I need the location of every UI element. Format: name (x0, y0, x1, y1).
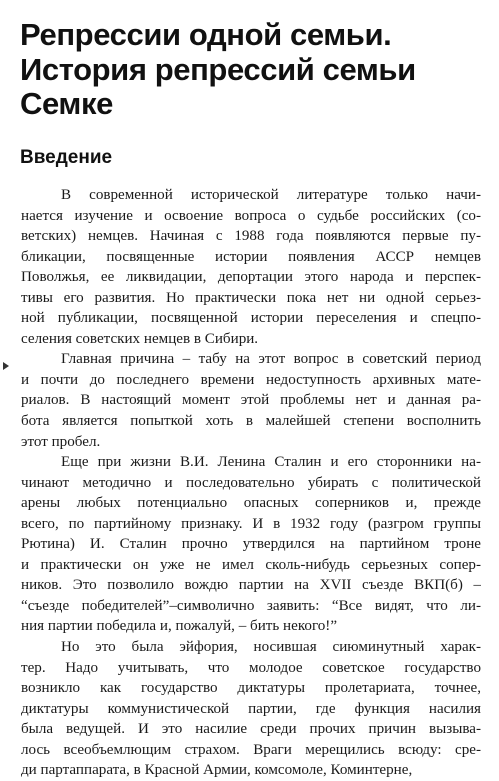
text-line: этот пробел. (21, 433, 101, 450)
body-text (21, 185, 481, 781)
text-line: ной публикации, посвященной истории переселения и спецпо- (21, 310, 481, 327)
text-line: бликации, посвященные истории появления АССР немцев (21, 248, 481, 265)
text-line: и практически он уже не имел сколь-нибудь серьезных сопер- (21, 556, 481, 573)
title-line: История репрессий семьи (20, 51, 416, 87)
text-line: В современной исторической литературе только начи- (61, 187, 481, 203)
title-line: Репрессии одной семьи. (20, 17, 392, 52)
text-line: Рютина) И. Сталин прочно утвердился на партийном троне (21, 536, 481, 553)
text-line: ветских) немцев. Начиная с 1988 года появляются первые пу- (21, 228, 481, 245)
text-line: ния партии победила и, пожалуй, – бить некого!” (21, 618, 338, 635)
text-line: чинают методично и последовательно убирать с политической (21, 474, 481, 491)
text-line: Но это была эйфория, носившая сиюминутный харак- (61, 639, 481, 656)
text-line: ди партаппарата, в Красной Армии, комсомоле, Коминтерне, (21, 762, 413, 779)
text-line: Главная причина – табу на этот вопрос в советский период (61, 351, 481, 368)
text-line: нается изучение и освоение вопроса о судьбе российских (со- (21, 207, 481, 224)
text-line: диктатуры коммунистической партии, где функция насилия (21, 700, 481, 717)
text-line: тер. Надо учитывать, что молодое советское государство (21, 659, 481, 676)
text-line: и почти до последнего времени недоступность архивных мате- (21, 371, 481, 388)
section-heading: Введение (20, 147, 113, 168)
text-line: риалов. В настоящий момент этой проблемы нет и данная ра- (21, 392, 481, 409)
text-line: Поволжья, ее ликвидации, депортации этого народа и перспек- (21, 269, 481, 286)
text-line: ников. Это позволило вождю партии на XVII съезде ВКП(б) – (21, 577, 481, 594)
paragraph (21, 637, 481, 781)
text-line: лось всеобъемлющим страхом. Враги мерещились всюду: сре- (21, 741, 481, 758)
title-line: Семке (20, 86, 113, 121)
margin-marker-icon (3, 362, 9, 370)
paragraph (21, 185, 481, 349)
text-line: бота является попыткой хоть в малейшей степени восполнить (21, 413, 481, 430)
page-title (20, 18, 490, 122)
text-line: арены любых потенциально опасных соперников и, прежде (21, 495, 481, 512)
paragraph (21, 452, 481, 637)
text-line: тивы его развития. Но практически пока нет ни одной серьез- (21, 289, 481, 306)
paragraph (21, 349, 481, 452)
text-line: “съезде победителей”–символично заявить: “Все видят, что ли- (21, 597, 481, 614)
text-line: была ведущей. И это насилие среди прочих причин вызыва- (21, 721, 481, 738)
text-line: возникло как государство диктатуры пролетариата, точнее, (21, 680, 481, 697)
text-line: всего, по партийному признаку. И в 1932 году (разгром группы (21, 515, 481, 532)
text-line: Еще при жизни В.И. Ленина Сталин и его сторонники на- (61, 454, 481, 471)
text-line: селения советских немцев в Сибири. (21, 330, 259, 347)
